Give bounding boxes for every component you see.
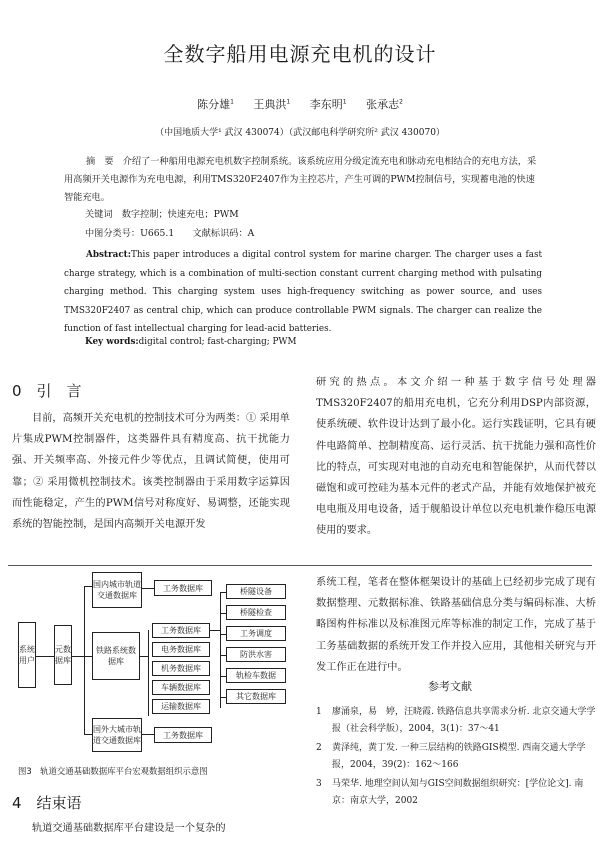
classification-number: 中图分类号：U665.1 文献标识码：A	[85, 228, 255, 239]
edge-railway-trunk	[140, 656, 148, 657]
node-rolling-db: 机务数据库	[152, 661, 210, 676]
edge-meta-trunk	[72, 656, 84, 657]
author-2: 王典洪$^1$	[253, 98, 291, 111]
edge-railway	[84, 656, 92, 657]
edge-d4	[220, 655, 226, 656]
edge-user-db	[36, 656, 54, 657]
abstract-chinese: 摘 要 介绍了一种船用电源充电机数字控制系统。该系统应用分级定流充电和脉动充电相结合的充电方法，采用高频开关电源作为充电电源，利用TMS320F2407作为主控芯片，产生可调的PWM控制信号，实现蓄电池的快速智能充电。	[64, 156, 537, 203]
edge-domestic	[84, 586, 92, 587]
author-3: 李东明$^1$	[309, 98, 347, 111]
node-work-db-bottom: 工务数据库	[154, 727, 212, 743]
section-0-heading: 0 引 言	[12, 382, 82, 400]
author-1: 陈分雄$^1$	[197, 98, 234, 111]
paper-title: 全数字船用电源充电机的设计	[163, 42, 437, 66]
reference-item: 2 黄泽纯，黄丁发. 一种三层结构的铁路GIS模型. 西南交通大学学报，2004，39(2)：162～166	[316, 743, 586, 770]
section-4-heading: 4 结束语	[12, 794, 82, 812]
author-4: 张承志$^2$	[366, 98, 403, 111]
section-0-left-column: 目前，高频开关充电机的控制技术可分为两类：① 采用单片集成PWM控制器件，这类器件具有精度高、抗干扰能力强、开关频率高、外接元件少等优点，且调试简便，使用可靠；② 采用微机控制技术。该类控制器由于采用数字运算因而性能稳定，产生的PWM信号对称度好、易调整，还能实现系统的智能控制，是国内高频开关电源开发	[12, 413, 290, 531]
node-work-survey: 工务调度	[226, 626, 286, 641]
node-metadata: 元数据库	[54, 625, 72, 685]
node-track-inspect: 轨检车数据	[226, 668, 286, 683]
affiliation: （中国地质大学¹ 武汉 430074）（武汉邮电科学研究所² 武汉 430070）	[155, 128, 445, 138]
edge-intl-work	[142, 734, 154, 735]
edge-work-detail	[210, 630, 220, 631]
edge-d2	[220, 613, 226, 614]
node-bridge-check: 桥隧检查	[226, 605, 286, 620]
reference-item: 1 廖涌泉，易 婷，汪晓霞. 铁路信息共享需求分析. 北京交通大学学报（社会科学版），2004，3(1)：37～41	[316, 707, 596, 734]
column-divider-line	[8, 565, 592, 566]
trunk-line-railway	[148, 630, 149, 716]
abstract-english: Abstract:This paper introduces a digital control system for marine charger. The charger uses a fast charge strategy, which is a combination of multi-section constant current charging method with pulsating charging method. This charging system uses high-frequency switching as power source, and uses TMS320F2407 as central chip, which can produce controllable PWM signals. The charger can realize the function of fast intellectual charging for lead-acid batteries.	[64, 250, 542, 334]
keywords-english: Key words:digital control; fast-charging; PWM	[85, 337, 297, 347]
node-vehicle-db: 车辆数据库	[152, 680, 210, 695]
edge-d3	[220, 634, 226, 635]
trunk-line-main	[84, 586, 85, 734]
edge-domestic-work	[142, 588, 154, 589]
edge-d1	[220, 592, 226, 593]
edge-intl	[84, 734, 92, 735]
node-other-db: 其它数据库	[226, 689, 286, 704]
author-list	[0, 96, 600, 112]
node-railway-system: 铁路系统数据库	[92, 632, 140, 680]
node-power-db: 电务数据库	[152, 642, 210, 657]
node-domestic-metro: 国内城市轨道交通数据库	[92, 572, 142, 608]
node-system-user: 系统用户	[18, 622, 36, 688]
node-work-db-top: 工务数据库	[154, 580, 212, 596]
node-transport-db: 运输数据库	[152, 699, 210, 714]
section-4-right-column: 系统工程，笔者在整体框架设计的基础上已经初步完成了现有数据整理、元数据标准、铁路基础信息分类与编码标准、大桥略图构件标准以及标准图元库等标准的制定工作，完成了基于工务基础数据的系统开发工作并投入应用，其他相关研究与开发工作正在进行中。	[316, 577, 596, 673]
references-list	[316, 704, 596, 812]
edge-d5	[220, 676, 226, 677]
figure-3-diagram	[18, 570, 290, 750]
section-0-right-column: 研究的热点。本文介绍一种基于数字信号处理器TMS320F2407的船用充电机，它充分利用DSP内部资源，使系统硬、软件设计达到了最小化。运行实践证明，它具有硬件电路简单、控制精度高、运行灵活、抗干扰能力强和高性价比的特点，可实现对电池的自动充电和智能保护，从而代替以磁饱和或可控硅为基本元件的老式产品，并能有效地保护被充电电瓶及用电设备，适于舰船设计单位以充电机兼作稳压电源使用的要求。	[316, 377, 596, 537]
keywords-chinese: 关键词 数字控制；快速充电；PWM	[85, 209, 239, 220]
node-intl-metro: 国外大城市轨道交通数据库	[92, 718, 142, 752]
node-bridge: 桥隧设备	[226, 584, 286, 599]
references-heading: 参考文献	[428, 680, 472, 693]
node-flood: 防洪水害	[226, 647, 286, 662]
figure-3-caption: 图3 轨道交通基础数据库平台宏观数据组织示意图	[18, 766, 208, 776]
section-4-left-column: 轨道交通基础数据库平台建设是一个复杂的	[32, 823, 226, 834]
edge-d6	[220, 697, 226, 698]
trunk-line-detail	[220, 592, 221, 708]
node-work-db: 工务数据库	[152, 623, 210, 638]
reference-item: 3 马荣华. 地理空间认知与GIS空间数据组织研究：[学位论文]. 南京：南京大学，2002	[316, 779, 584, 806]
